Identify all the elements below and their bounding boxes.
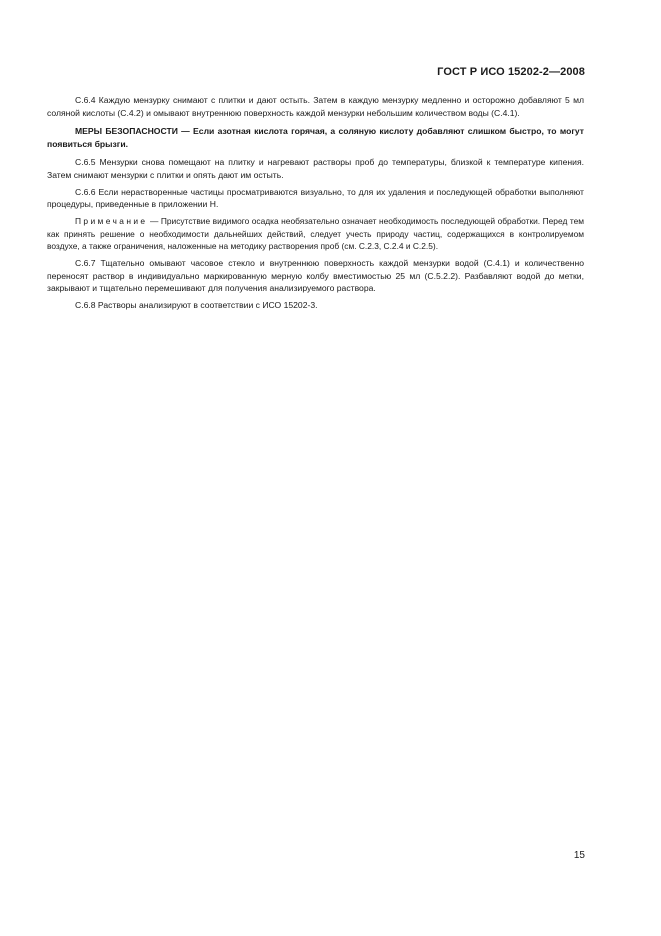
paragraph-c-6-4: C.6.4 Каждую мензурку снимают с плитки и дают остыть. Затем в каждую мензурку медленно и осторожно добавляют 5 мл соляной кислоты (С.4.2) и омывают внутреннюю поверхность каждой мензурки небольшим количеством воды (С.4.1). xyxy=(47,95,584,118)
paragraph-c-6-6: С.6.6 Если нерастворенные частицы просматриваются визуально, то для их удаления и последующей обработки выполняют процедуры, приведенные в приложении Н. xyxy=(47,186,584,210)
document-body xyxy=(47,94,584,316)
paragraph-c-6-8: С.6.8 Растворы анализируют в соответствии с ИСО 15202-3. xyxy=(75,300,318,311)
page-number: 15 xyxy=(573,850,585,861)
note-paragraph xyxy=(47,215,584,253)
paragraph-c-6-7: С.6.7 Тщательно омывают часовое стекло и внутреннюю поверхность каждой мензурки водой (С.4.1) и количественно переносят раствор в индивидуально маркированную мерную колбу вместимостью 25 мл (С.5.2.2). Разбавляют водой до метки, закрывают и тщательно перемешивают для получения анализируемого раствора. xyxy=(47,258,584,294)
note-text: — Присутствие видимого осадка необязательно означает необходимость последующей обработки. Перед тем как принять решение о необходимости дальнейших действий, следует учесть природу частиц, содержащихся в контролируемом воздухе, а также ограничения, наложенные на методику растворения проб (см. С.2.3, С.2.4 и С.2.5). xyxy=(47,216,584,252)
paragraph-c-6-5: С.6.5 Мензурки снова помещают на плитку и нагревают растворы проб до температуры, близкой к температуре кипения. Затем снимают мензурки с плитки и опять дают им остыть. xyxy=(47,157,584,180)
document-header: ГОСТ Р ИСО 15202-2—2008 xyxy=(437,66,585,78)
safety-warning: МЕРЫ БЕЗОПАСНОСТИ — Если азотная кислота горячая, а соляную кислоту добавляют слишком быстро, то могут появиться брызги. xyxy=(47,126,584,149)
note-label: Примечание xyxy=(75,216,148,227)
